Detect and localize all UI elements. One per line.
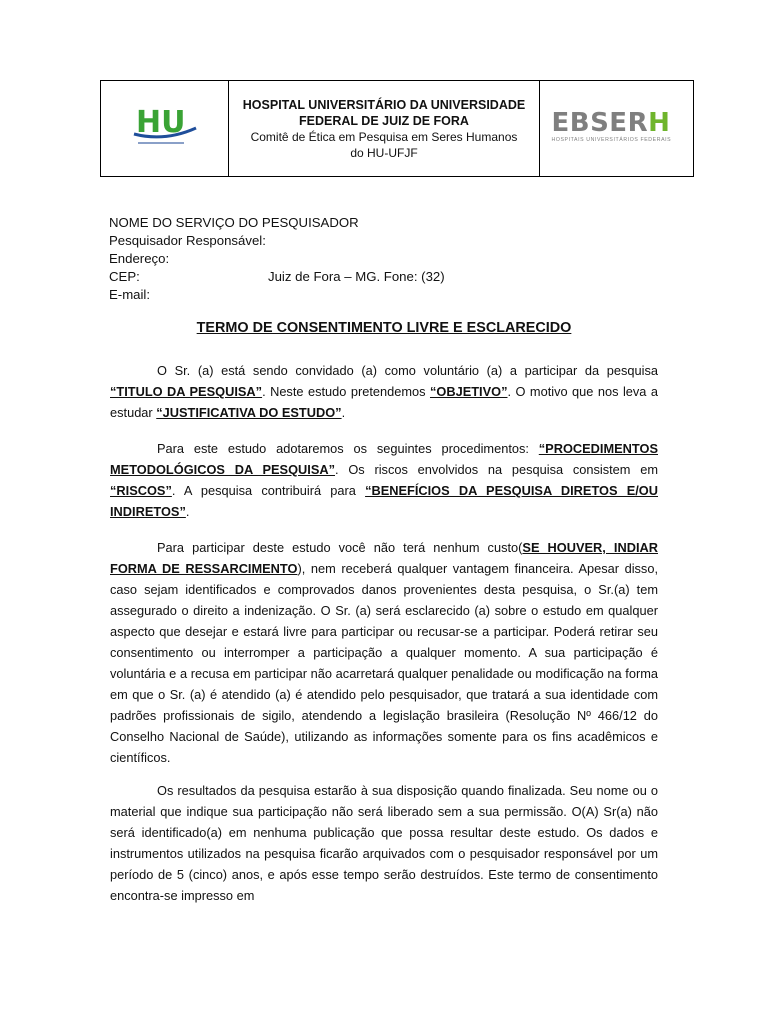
placeholder-field: “RISCOS” xyxy=(110,483,172,498)
paragraph-text: Para participar deste estudo você não terá nenhum custo( xyxy=(157,540,523,555)
committee-line-1: Comitê de Ética em Pesquisa em Seres Humanos xyxy=(250,129,518,144)
placeholder-field: “TITULO DA PESQUISA” xyxy=(110,384,263,399)
paragraph-text: Para este estudo adotaremos os seguintes procedimentos: xyxy=(157,441,539,456)
paragraph-text: . xyxy=(341,405,346,420)
hu-logo xyxy=(130,104,200,154)
paragraph-text: . Neste estudo pretendemos xyxy=(262,384,430,399)
placeholder-field: “BENEFÍCIOS DA PESQUISA DIRETOS E/OU INDIRETOS” xyxy=(110,483,659,519)
hu-logo-text: HU xyxy=(135,104,185,140)
placeholder-field: “OBJETIVO” xyxy=(429,384,508,399)
institution-line-1: HOSPITAL UNIVERSITÁRIO DA UNIVERSIDADE xyxy=(242,97,526,112)
paragraph-text: . A pesquisa contribuirá para xyxy=(171,483,366,498)
institution-cell xyxy=(229,81,540,176)
header-table xyxy=(100,80,694,177)
placeholder-field: “PROCEDIMENTOS METODOLÓGICOS DA PESQUISA” xyxy=(110,441,658,477)
paragraph-text: O Sr. (a) está sendo convidado (a) como voluntário (a) a participar da pesquisa xyxy=(157,363,658,378)
hu-logo-icon xyxy=(130,104,200,154)
paragraph-text: . O motivo que nos leva a estudar xyxy=(110,384,658,420)
cep-line xyxy=(109,268,445,286)
placeholder-field: SE HOUVER, INDIAR FORMA DE RESSARCIMENTO xyxy=(110,540,658,576)
ebserh-wordmark xyxy=(552,109,682,137)
paragraph-text: . Os riscos envolvidos na pesquisa consistem em xyxy=(335,462,658,477)
hu-logo-cell xyxy=(101,81,229,176)
placeholder-field: “JUSTIFICATIVA DO ESTUDO” xyxy=(156,405,342,420)
institution-line-2: FEDERAL DE JUIZ DE FORA xyxy=(299,113,469,128)
address-label: Endereço: xyxy=(109,251,170,266)
paragraph-costs xyxy=(110,537,658,768)
ebserh-logo-cell xyxy=(540,81,693,176)
ebserh-subtitle: HOSPITAIS UNIVERSITÁRIOS FEDERAIS xyxy=(551,136,672,143)
paragraph-text: . xyxy=(185,504,190,519)
ebserh-logo xyxy=(552,109,682,149)
committee-line-2: do HU-UFJF xyxy=(350,145,418,160)
researcher-info xyxy=(109,214,445,304)
document-title: TERMO DE CONSENTIMENTO LIVRE E ESCLARECIDO xyxy=(196,320,572,336)
service-name: NOME DO SERVIÇO DO PESQUISADOR xyxy=(109,215,359,230)
paragraph-results xyxy=(110,780,658,906)
ebserh-main: EBSER xyxy=(551,107,649,138)
paragraph-procedures xyxy=(110,438,658,522)
paragraph-text: ), nem receberá qualquer vantagem financeira. Apesar disso, caso sejam identificados e comprovados danos provenientes desta pesquisa, o Sr.(a) tem assegurado o direito a indenização. O Sr. (a) será esclarecido (a) sobre o estudo em qualquer aspecto que desejar e estará livre para participar ou recusar-se a participar. Poderá retirar seu consentimento ou interromper a participação a qualquer momento. A sua participação é voluntária e a recusa em participar não acarretará qualquer penalidade ou modificação na forma em que o Sr. (a) é atendido (a) é atendido pelo pesquisador, que tratará a sua identidade com padrões profissionais de sigilo, atendendo a legislação brasileira (Resolução Nº 466/12 do Conselho Nacional de Saúde), utilizando as informações somente para os fins acadêmicos e científicos. xyxy=(110,561,658,765)
city-phone: Juiz de Fora – MG. Fone: (32) xyxy=(268,269,445,284)
cep-label: CEP: xyxy=(109,269,140,284)
paragraph-text: Os resultados da pesquisa estarão à sua disposição quando finalizada. Seu nome ou o material que indique sua participação não será liberado sem a sua permissão. O(A) Sr(a) não será identificado(a) em nenhuma publicação que possa resultar deste estudo. Os dados e instrumentos utilizados na pesquisa ficarão arquivados com o pesquisador responsável por um período de 5 (cinco) anos, e após esse tempo serão destruídos. Este termo de consentimento encontra-se impresso em xyxy=(110,783,658,903)
paragraph-invitation xyxy=(110,360,658,423)
researcher-label: Pesquisador Responsável: xyxy=(109,233,266,248)
email-label: E-mail: xyxy=(109,287,151,302)
ebserh-h: H xyxy=(648,107,671,138)
